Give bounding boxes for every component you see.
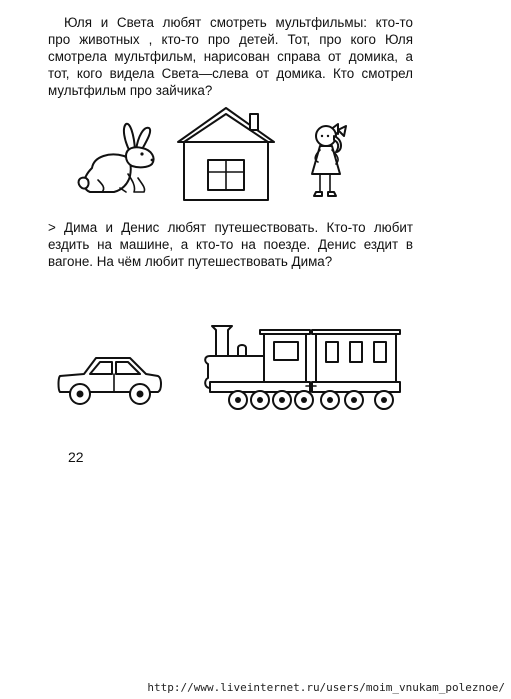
task-paragraph-2 xyxy=(48,219,413,270)
paragraph-line: ездить на машине, а кто-то на поезде. Денис ездит в xyxy=(48,237,413,252)
paragraph-line: мультфильм про зайчика? xyxy=(48,83,213,98)
paragraph-line: Дима и Денис любят путешествовать. Кто-то любит xyxy=(64,220,413,235)
rabbit-illustration xyxy=(72,122,162,198)
task-marker: > xyxy=(48,220,56,235)
house-illustration xyxy=(176,106,276,202)
car-illustration xyxy=(56,352,164,410)
paragraph-line: вагоне. На чём любит путешествовать Дима? xyxy=(48,254,333,269)
paragraph-line: смотрела мультфильм, нарисован справа от домика, а xyxy=(48,49,413,64)
source-url: http://www.liveinternet.ru/users/moim_vnukam_poleznoe/ xyxy=(147,681,505,694)
paragraph-line: Юля и Света любят смотреть мультфильмы: кто-то xyxy=(64,15,413,30)
train-illustration xyxy=(202,322,412,414)
page-number: 22 xyxy=(68,449,84,465)
paragraph-line: про животных , кто-то про детей. Тот, про кого Юля xyxy=(48,32,413,47)
task-paragraph-1 xyxy=(48,14,413,99)
girl-illustration xyxy=(300,120,356,200)
paragraph-line: тот, кого видела Света—слева от домика. Кто смотрел xyxy=(48,66,413,81)
